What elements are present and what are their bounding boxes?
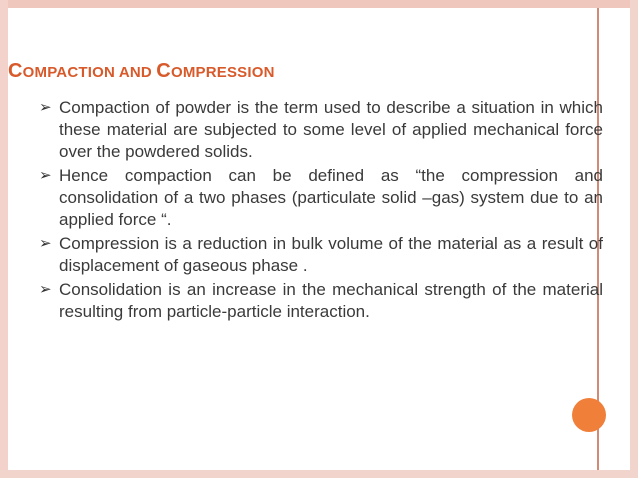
- arrow-bullet-icon: ➢: [39, 281, 52, 298]
- top-border: [0, 0, 638, 8]
- bullet-text: Compression is a reduction in bulk volume of the material as a result of displacement of gaseous phase .: [59, 234, 603, 275]
- title-rest-1: OMPACTION AND: [22, 64, 157, 81]
- bullet-item: [39, 233, 603, 277]
- title-initial-2: C: [156, 60, 171, 82]
- bullet-text: Compaction of powder is the term used to describe a situation in which these material are subjected to some level of applied mechanical force over the powdered solids.: [59, 98, 603, 161]
- arrow-bullet-icon: ➢: [39, 235, 52, 252]
- title-rest-2: OMPRESSION: [170, 64, 275, 81]
- bottom-border: [0, 470, 638, 478]
- title-initial-1: C: [8, 60, 23, 82]
- bullet-item: [39, 279, 603, 323]
- bullet-text: Hence compaction can be defined as “the compression and consolidation of a two phases (particulate solid –gas) system due to an applied force “.: [59, 166, 603, 229]
- bullet-item: [39, 97, 603, 163]
- accent-circle: [572, 398, 606, 432]
- arrow-bullet-icon: ➢: [39, 167, 52, 184]
- right-border: [630, 0, 638, 478]
- bullet-list: [39, 97, 603, 325]
- left-border: [0, 0, 8, 478]
- slide-title: [8, 60, 275, 83]
- bullet-text: Consolidation is an increase in the mechanical strength of the material resulting from particle-particle interaction.: [59, 280, 603, 321]
- bullet-item: [39, 165, 603, 231]
- arrow-bullet-icon: ➢: [39, 99, 52, 116]
